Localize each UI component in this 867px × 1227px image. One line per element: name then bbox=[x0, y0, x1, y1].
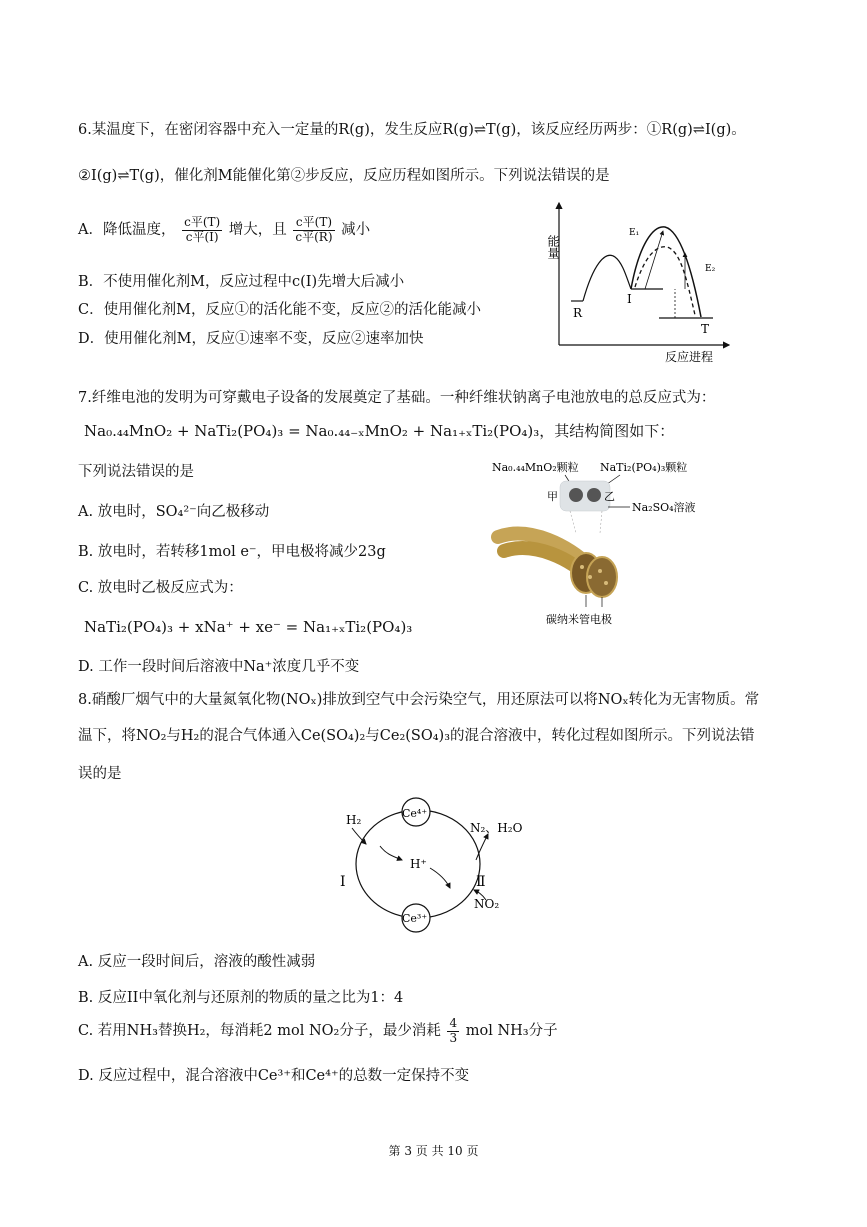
label-jia: 甲 bbox=[547, 490, 558, 503]
label-I: I bbox=[627, 292, 632, 306]
q6-option-a bbox=[78, 208, 370, 252]
label-reaction-I: I bbox=[340, 874, 346, 890]
q8-fraction-numerator: 4 bbox=[449, 1015, 458, 1030]
label-ce3: Ce³⁺ bbox=[402, 912, 428, 925]
q6-option-a-suffix: 减小 bbox=[341, 222, 371, 238]
q8-cycle-diagram bbox=[330, 790, 540, 940]
label-particle-nati: NaTi₂(PO₄)₃颗粒 bbox=[600, 461, 688, 474]
label-reaction-II: Ⅱ bbox=[476, 874, 486, 890]
label-products: N₂、H₂O bbox=[470, 821, 523, 835]
q6-fraction-2-denominator: c平(R) bbox=[295, 229, 333, 244]
label-E1: E₁ bbox=[629, 228, 640, 238]
q7-question: 下列说法错误的是 bbox=[78, 464, 194, 480]
q6-option-c: C．使用催化剂M，反应①的活化能不变，反应②的活化能减小 bbox=[78, 302, 481, 318]
page-footer: 第 3 页 共 10 页 bbox=[388, 1144, 479, 1158]
label-T: T bbox=[701, 322, 710, 336]
q6-fraction-1-denominator: c平(I) bbox=[185, 229, 219, 244]
q8-line1: 8.硝酸厂烟气中的大量氮氧化物(NOₓ)排放到空气中会污染空气，用还原法可以将NOₓ转化为无害物质。常 bbox=[78, 692, 760, 708]
q8-option-c-prefix: C. 若用NH₃替换H₂，每消耗2 mol NO₂分子，最少消耗 bbox=[78, 1023, 441, 1039]
q7-option-b: B. 放电时，若转移1mol e⁻，甲电极将减少23g bbox=[78, 544, 386, 560]
q6-line1: 6.某温度下，在密闭容器中充入一定量的R(g)，发生反应R(g)⇌T(g)，该反应经历两步：①R(g)⇌I(g)。 bbox=[78, 122, 746, 138]
q8-line2: 温下，将NO₂与H₂的混合气体通入Ce(SO₄)₂与Ce₂(SO₄)₃的混合溶液中，转化过程如图所示。下列说法错 bbox=[78, 728, 755, 744]
q7-option-c-equation: NaTi₂(PO₄)₃ + xNa⁺ + xe⁻ = Na₁₊ₓTi₂(PO₄)₃ bbox=[84, 618, 413, 636]
q8-option-d: D. 反应过程中，混合溶液中Ce³⁺和Ce⁴⁺的总数一定保持不变 bbox=[78, 1068, 470, 1084]
q7-battery-figure bbox=[490, 455, 730, 635]
q8-fraction-denominator: 3 bbox=[449, 1030, 458, 1045]
label-ce4: Ce⁴⁺ bbox=[402, 807, 428, 820]
q8-option-c bbox=[78, 1012, 558, 1050]
label-electrode: 碳纳米管电极 bbox=[546, 613, 612, 626]
q6-option-a-fraction-2 bbox=[293, 216, 334, 245]
q6-line2: ②I(g)⇌T(g)，催化剂M能催化第②步反应，反应历程如图所示。下列说法错误的是 bbox=[78, 168, 610, 184]
q6-option-a-middle: 增大，且 bbox=[228, 222, 287, 238]
y-axis-label: 能量 bbox=[546, 235, 560, 259]
q8-option-a: A. 反应一段时间后，溶液的酸性减弱 bbox=[78, 954, 316, 970]
q8-line3: 误的是 bbox=[78, 766, 122, 782]
particle-yi bbox=[587, 488, 601, 502]
label-yi: 乙 bbox=[604, 490, 615, 503]
q6-fraction-1-numerator: c平(T) bbox=[184, 214, 221, 229]
label-hplus: H⁺ bbox=[410, 857, 427, 871]
label-R: R bbox=[573, 306, 583, 320]
q6-fraction-2-numerator: c平(T) bbox=[293, 216, 334, 231]
q8-option-c-fraction bbox=[447, 1017, 459, 1046]
q8-option-b: B. 反应II中氧化剂与还原剂的物质的量之比为1：4 bbox=[78, 990, 404, 1006]
label-h2: H₂ bbox=[346, 813, 362, 827]
label-E2: E₂ bbox=[705, 264, 716, 274]
particle-jia bbox=[569, 488, 583, 502]
q7-option-d: D. 工作一段时间后溶液中Na⁺浓度几乎不变 bbox=[78, 659, 360, 675]
q7-option-c: C. 放电时乙极反应式为： bbox=[78, 580, 243, 596]
q8-option-c-suffix: mol NH₃分子 bbox=[465, 1023, 558, 1039]
x-axis-label: 反应进程 bbox=[665, 350, 714, 364]
label-no2: NO₂ bbox=[474, 897, 500, 911]
q6-energy-diagram bbox=[535, 195, 735, 365]
label-solution: Na₂SO₄溶液 bbox=[632, 501, 696, 514]
q6-option-a-fraction-1 bbox=[182, 216, 222, 245]
q6-option-b: B．不使用催化剂M，反应过程中c(I)先增大后减小 bbox=[78, 274, 405, 290]
q7-intro: 7.纤维电池的发明为可穿戴电子设备的发展奠定了基础。一种纤维状钠离子电池放电的总反应式为： bbox=[78, 390, 716, 406]
q6-option-a-prefix: A．降低温度， bbox=[78, 222, 176, 238]
q7-equation: Na₀.₄₄MnO₂ + NaTi₂(PO₄)₃ = Na₀.₄₄₋ₓMnO₂ + Na₁₊ₓTi₂(PO₄)₃，其结构简图如下： bbox=[84, 422, 675, 440]
label-particle-mno2: Na₀.₄₄MnO₂颗粒 bbox=[492, 461, 579, 474]
q7-option-a: A. 放电时，SO₄²⁻向乙极移动 bbox=[78, 504, 270, 520]
q6-option-d: D．使用催化剂M，反应①速率不变，反应②速率加快 bbox=[78, 331, 424, 347]
